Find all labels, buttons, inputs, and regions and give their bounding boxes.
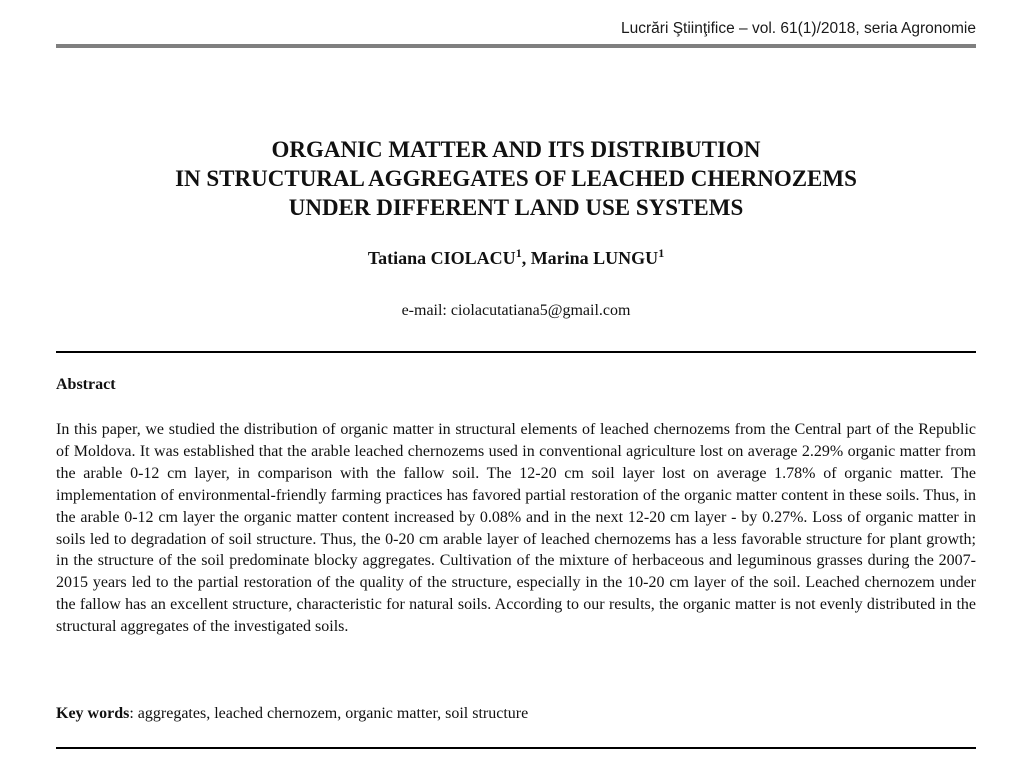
author-list — [56, 248, 976, 269]
title-line: UNDER DIFFERENT LAND USE SYSTEMS — [288, 195, 744, 220]
running-head: Lucrări Ştiinţifice – vol. 61(1)/2018, seria Agronomie — [621, 20, 976, 37]
author-email: e-mail: ciolacutatiana5@gmail.com — [401, 302, 631, 319]
author-name: Marina LUNGU — [530, 248, 659, 268]
keywords-text: aggregates, leached chernozem, organic matter, soil structure — [137, 705, 529, 722]
abstract-bottom-rule — [56, 747, 976, 749]
author-affiliation: 1 — [658, 246, 665, 260]
abstract-body: In this paper, we studied the distribution of organic matter in structural elements of leached chernozems from the Central part of the Republic of Moldova. It was established that the arable leached chernozems used in conventional agriculture lost on average 2.29% organic matter from the arable 0-12 cm layer, in comparison with the fallow soil. The 12-20 cm soil layer lost on average 1.78% of organic matter. The implementation of environmental-friendly farming practices has favored partial restoration of the organic matter content in these soils. Thus, in the arable 0-12 cm layer the organic matter content increased by 0.08% and in the next 12-20 cm layer - by 0.27%. Loss of organic matter in soils led to degradation of soil structure. Thus, the 0-20 cm arable layer of leached chernozems has a less favorable structure for plant growth; in the structure of the soil predominate blocky aggregates. Cultivation of the mixture of herbaceous and leguminous grasses during the 2007-2015 years led to the partial restoration of the quality of the structure, especially in the 10-20 cm layer of the soil. Leached chernozem under the fallow has an excellent structure, characteristic for natural soils. According to our results, the organic matter is not evenly distributed in the structural aggregates of the investigated soils. — [56, 421, 976, 636]
author-affiliation: 1 — [515, 246, 522, 260]
keywords-separator: : — [129, 705, 138, 722]
author-separator: , — [521, 248, 531, 268]
header-rule — [56, 44, 976, 48]
title-line: ORGANIC MATTER AND ITS DISTRIBUTION — [271, 137, 761, 162]
title-line: IN STRUCTURAL AGGREGATES OF LEACHED CHERNOZEMS — [175, 166, 857, 191]
abstract-top-rule — [56, 351, 976, 353]
keywords-label: Key words — [56, 705, 130, 722]
abstract-heading: Abstract — [56, 376, 116, 393]
article-title — [56, 135, 976, 222]
keywords — [56, 705, 976, 723]
author-name: Tatiana CIOLACU — [367, 248, 516, 268]
